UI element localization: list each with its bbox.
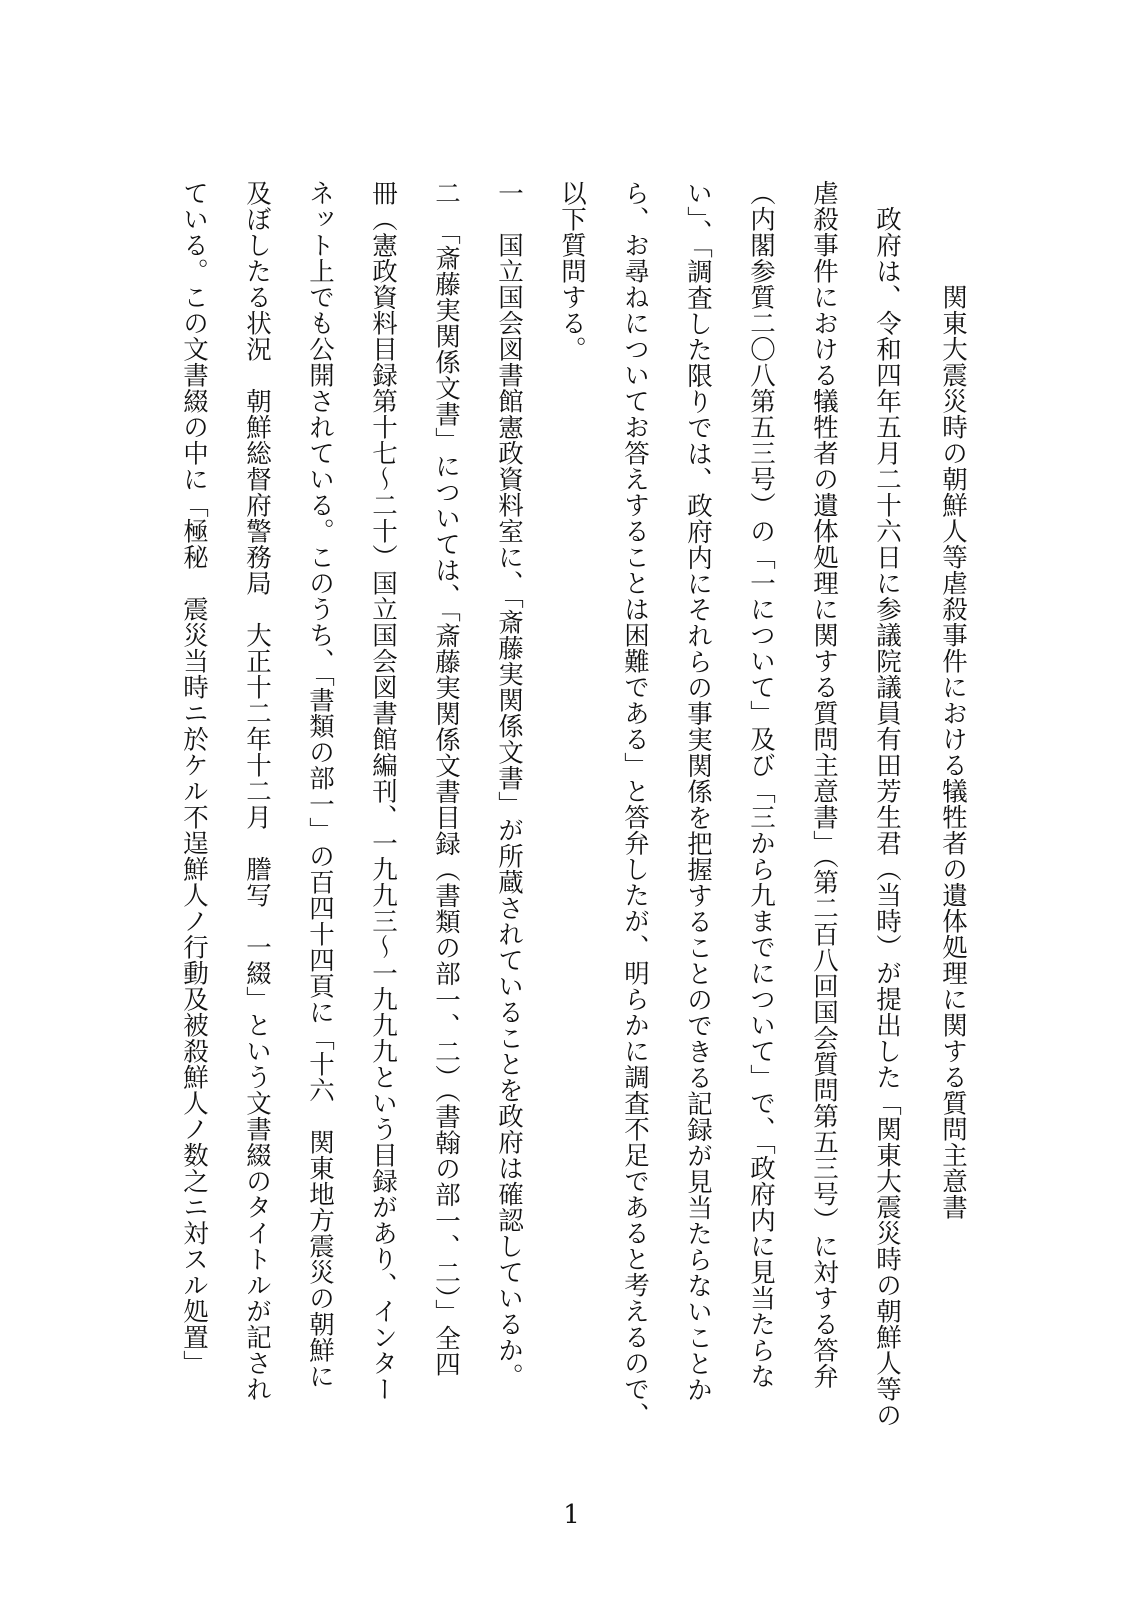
paragraph-line: 虐殺事件における犠牲者の遺体処理に関する質問主意書」（第二百八回国会質問第五三号）に対する答弁 [809,180,839,1390]
paragraph-line: ている。この文書綴の中に「極秘 震災当時ニ於ケル不逞鮮人ノ行動及被殺鮮人ノ数之ニ対スル処置」 [179,180,209,1376]
paragraph-line: 以下質問する。 [557,180,587,362]
paragraph-line: ネット上でも公開されている。このうち、「書類の部一」の百四十四頁に「十六 関東地方震災の朝鮮に [305,180,335,1390]
page-number: 1 [563,1500,580,1530]
question-item-1: 一 国立国会図書館憲政資料室に、「斎藤実関係文書」が所蔵されていることを政府は確認しているか。 [494,180,524,1390]
question-item-2: 二 「斎藤実関係文書」については、「斎藤実関係文書目録（書類の部一、二）（書翰の部一、二）」全四 [431,180,461,1377]
paragraph-line: 冊（憲政資料目録第十七～二十）国立国会図書館編刊、一九九三～一九九九という目録があり、インター [368,180,398,1402]
paragraph-line: （内閣参質二〇八第五三号）の「一について」及び「三から九までについて」で、「政府内に見当たらな [746,180,776,1390]
paragraph-line: い」、「調査した限りでは、政府内にそれらの事実関係を把握することのできる記録が見当たらないことか [683,180,713,1403]
paragraph-line: 及ぼしたる状況 朝鮮総督府警務局 大正十二年十二月 謄写 一綴」という文書綴のタイトルが記され [242,180,272,1402]
document-title: 関東大震災時の朝鮮人等虐殺事件における犠牲者の遺体処理に関する質問主意書 [938,258,968,1220]
paragraph-line: ら、お尋ねについてお答えすることは困難である」と答弁したが、明らかに調査不足であると考えるので、 [620,180,650,1428]
paragraph-line: 政府は、令和四年五月二十六日に参議院議員有田芳生君（当時）が提出した「関東大震災時の朝鮮人等の [872,206,902,1428]
